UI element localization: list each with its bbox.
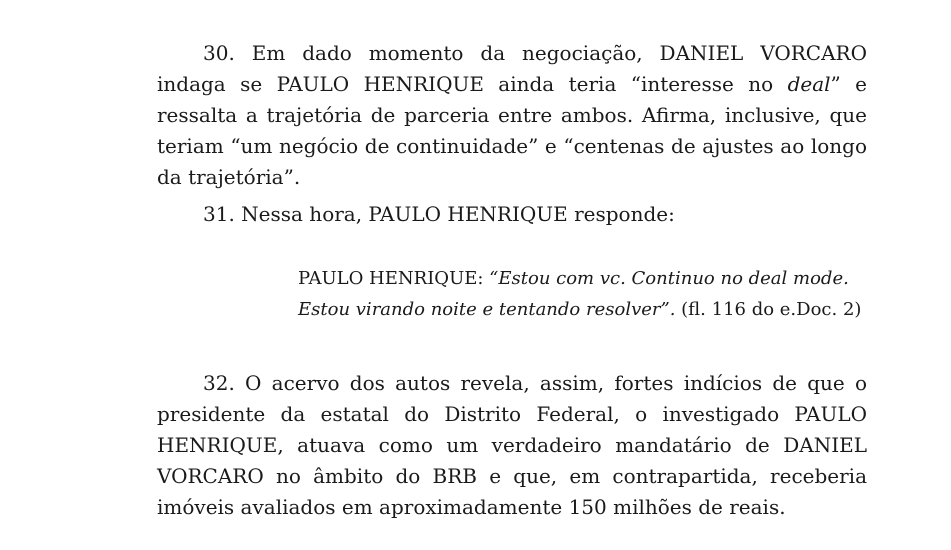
paragraph-30-part2: ” e ressalta a trajetória de parceria entre ambos. Afirma, inclusive, que teriam “um negócio de continuidade” e “centenas de ajustes ao longo da trajetória”. <box>157 72 867 189</box>
paragraph-30 <box>157 38 867 193</box>
quote-speaker: PAULO HENRIQUE: <box>298 268 490 289</box>
paragraph-32 <box>157 368 867 523</box>
paragraph-31-text: 31. Nessa hora, PAULO HENRIQUE responde: <box>203 202 675 226</box>
quote-line-2 <box>298 294 866 325</box>
quote-line-1 <box>298 263 866 294</box>
paragraph-31 <box>157 199 867 230</box>
block-quote <box>298 263 866 325</box>
paragraph-30-part1: 30. Em dado momento da negociação, DANIEL VORCARO indaga se PAULO HENRIQUE ainda teria “interesse no <box>157 41 867 96</box>
quote-citation: (fl. 116 do e.Doc. 2) <box>675 299 862 320</box>
quote-line1-italic: “Estou com vc. Continuo no deal mode. <box>489 268 849 289</box>
paragraph-30-italic-word: deal <box>787 72 831 96</box>
quote-line2-italic: Estou virando noite e tentando resolver”. <box>298 299 676 320</box>
paragraph-32-text: 32. O acervo dos autos revela, assim, fortes indícios de que o presidente da estatal do Distrito Federal, o investigado PAULO HENRIQUE, atuava como um verdadeiro mandatário de DANIEL VORCARO no âmbito do BRB e que, em contrapartida, receberia imóveis avaliados em aproximadamente 150 milhões de reais. <box>157 371 867 519</box>
